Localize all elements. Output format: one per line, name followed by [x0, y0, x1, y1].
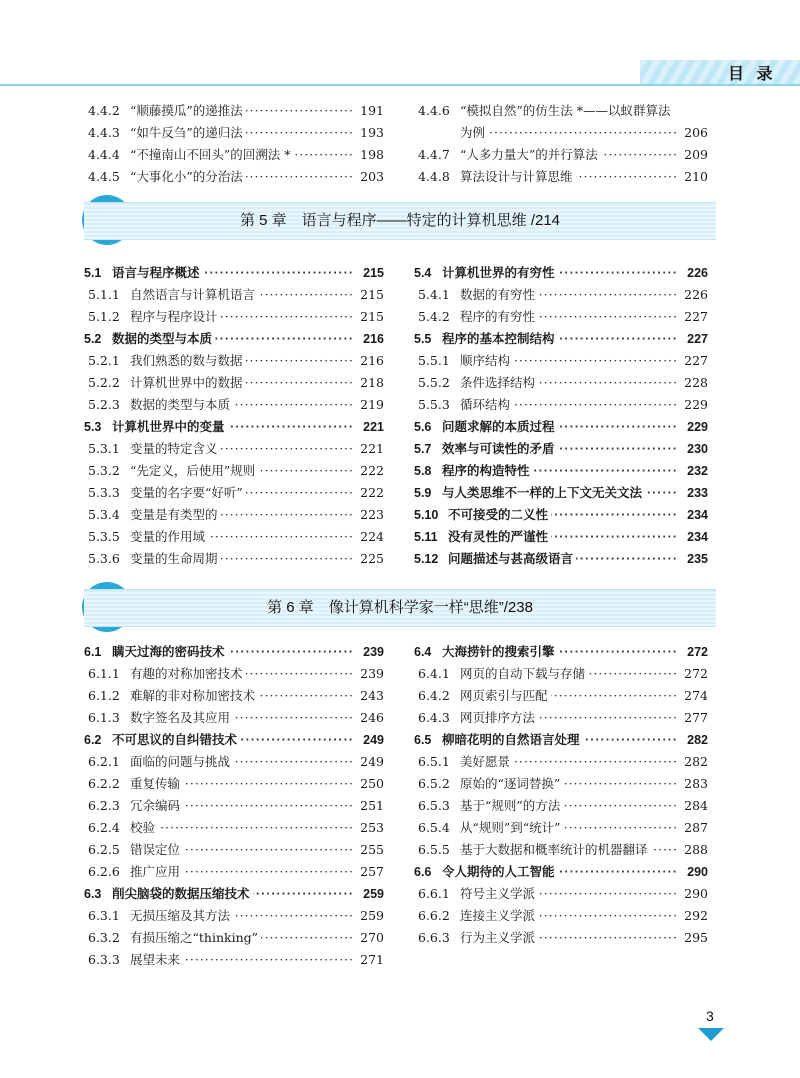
- toc-entry-title: “模拟自然”的仿生法 *——以蚁群算法: [460, 100, 674, 122]
- toc-entry-number: 6.5: [414, 733, 432, 747]
- toc-entry-title: 问题描述与甚高级语言: [448, 548, 576, 570]
- toc-section-entry[interactable]: [84, 416, 384, 438]
- toc-entry-page: 223: [358, 504, 384, 526]
- toc-entry-page: 209: [682, 144, 708, 166]
- toc-entry-page: 255: [358, 839, 384, 861]
- toc-entry-page: 239: [358, 663, 384, 685]
- toc-entry-number: 6.4.1: [418, 666, 450, 681]
- toc-entry-number: 6.3.2: [88, 930, 120, 945]
- toc-entry-page: 282: [685, 729, 708, 751]
- page-marker-triangle-icon: [698, 1028, 724, 1041]
- toc-entry-page: 288: [682, 839, 708, 861]
- toc-entry-title: 程序的基本控制结构: [442, 328, 558, 350]
- toc-entry-title: 连接主义学派: [460, 905, 538, 927]
- toc-entry-title: 错误定位: [130, 839, 183, 861]
- toc-entry-title: 效率与可读性的矛盾: [442, 438, 558, 460]
- toc-entry-number: 5.11: [414, 530, 438, 544]
- toc-section-entry[interactable]: [414, 641, 708, 663]
- toc-entry-page: 228: [682, 372, 708, 394]
- toc-entry[interactable]: [84, 927, 384, 949]
- toc-entry-title: 不可思议的自纠错技术: [112, 729, 240, 751]
- toc-entry[interactable]: [84, 773, 384, 795]
- toc-section-entry[interactable]: [84, 328, 384, 350]
- toc-entry-number: 6.1.1: [88, 666, 120, 681]
- toc-entry-title: 基于“规则”的方法: [460, 795, 563, 817]
- toc-entry-page: 222: [358, 482, 384, 504]
- toc-entry[interactable]: [414, 350, 708, 372]
- toc-entry-title: 美好愿景: [460, 751, 513, 773]
- toc-entry[interactable]: [84, 949, 384, 971]
- page-number: 3: [706, 1008, 714, 1024]
- toc-leader-dots: [460, 122, 678, 144]
- toc-entry[interactable]: [84, 707, 384, 729]
- toc-entry[interactable]: [414, 372, 708, 394]
- toc-entry-title: 语言与程序概述: [112, 262, 203, 284]
- toc-entry-page: 210: [682, 166, 708, 188]
- toc-entry-page: 225: [358, 548, 384, 570]
- toc-column-ch5-right: [414, 262, 708, 570]
- toc-entry-page: 270: [358, 927, 384, 949]
- toc-entry-number: 5.3.5: [88, 529, 120, 544]
- toc-entry-title: 数据的类型与本质: [112, 328, 215, 350]
- toc-entry-number: 5.5.3: [418, 397, 450, 412]
- toc-entry[interactable]: [414, 663, 708, 685]
- toc-entry-number: 6.2.5: [88, 842, 120, 857]
- toc-entry-number: 4.4.8: [418, 169, 450, 184]
- toc-entry[interactable]: [414, 394, 708, 416]
- toc-entry[interactable]: [414, 817, 708, 839]
- toc-entry-page: 239: [361, 641, 384, 663]
- toc-entry-title: “不撞南山不回头”的回溯法 *: [130, 144, 294, 166]
- toc-entry-title: 为例: [460, 122, 488, 144]
- toc-section-entry[interactable]: [84, 729, 384, 751]
- toc-section-entry[interactable]: [84, 641, 384, 663]
- toc-column-ch4-right: [414, 100, 708, 188]
- toc-entry-number: 5.12: [414, 552, 439, 566]
- toc-entry-title: 变量是有类型的: [130, 504, 221, 526]
- toc-entry[interactable]: [414, 927, 708, 949]
- toc-entry[interactable]: [84, 100, 384, 122]
- toc-entry-page: 215: [361, 262, 384, 284]
- toc-entry-number: 5.3.6: [88, 551, 120, 566]
- toc-column-ch4-left: [84, 100, 384, 188]
- toc-entry-page: 221: [358, 438, 384, 460]
- toc-entry-number: 6.4: [414, 645, 432, 659]
- toc-entry-title: 重复传输: [130, 773, 183, 795]
- toc-entry-number: 6.4.2: [418, 688, 450, 703]
- toc-entry-title: 计算机世界中的变量: [112, 416, 228, 438]
- toc-entry[interactable]: [84, 663, 384, 685]
- toc-entry-number: 6.2.3: [88, 798, 120, 813]
- toc-entry-page: 234: [685, 526, 708, 548]
- toc-column-ch5-left: [84, 262, 384, 570]
- toc-entry-number: 6.5.3: [418, 798, 450, 813]
- toc-entry[interactable]: [84, 817, 384, 839]
- toc-entry-page: 218: [358, 372, 384, 394]
- toc-entry[interactable]: [414, 100, 708, 122]
- toc-section-entry[interactable]: [414, 328, 708, 350]
- toc-entry-page: 290: [682, 883, 708, 905]
- toc-entry-title: 柳暗花明的自然语言处理: [442, 729, 583, 751]
- toc-entry-page: 259: [358, 905, 384, 927]
- toc-entry[interactable]: [414, 751, 708, 773]
- toc-entry-title: 网页的自动下载与存储: [460, 663, 588, 685]
- toc-entry-page: 227: [685, 328, 708, 350]
- toc-entry-title: 从“规则”到“统计”: [460, 817, 564, 839]
- toc-entry-page: 198: [358, 144, 384, 166]
- toc-entry-page: 257: [358, 861, 384, 883]
- toc-section-entry[interactable]: [414, 262, 708, 284]
- toc-entry-number: 5.3.4: [88, 507, 120, 522]
- toc-entry-number: 5.1.1: [88, 287, 120, 302]
- toc-entry-number: 6.1.2: [88, 688, 120, 703]
- toc-entry-title: 变量的特定含义: [130, 438, 221, 460]
- toc-entry-page: 282: [682, 751, 708, 773]
- toc-entry-title: 计算机世界的有穷性: [442, 262, 558, 284]
- toc-entry[interactable]: [414, 306, 708, 328]
- toc-entry-page: 292: [682, 905, 708, 927]
- toc-entry-title: 符号主义学派: [460, 883, 538, 905]
- toc-entry-page: 235: [685, 548, 708, 570]
- toc-entry-number: 5.9: [414, 486, 432, 500]
- toc-entry[interactable]: [84, 122, 384, 144]
- toc-entry-number: 5.10: [414, 508, 439, 522]
- toc-entry-number: 4.4.7: [418, 147, 450, 162]
- toc-entry[interactable]: [414, 166, 708, 188]
- toc-entry[interactable]: [84, 548, 384, 570]
- toc-entry[interactable]: [84, 526, 384, 548]
- toc-entry-number: 6.6.3: [418, 930, 450, 945]
- toc-entry-title: “先定义，后使用”规则: [130, 460, 258, 482]
- toc-entry-title: 行为主义学派: [460, 927, 538, 949]
- toc-entry-title: 大海捞针的搜索引擎: [442, 641, 558, 663]
- toc-section-entry[interactable]: [414, 504, 708, 526]
- toc-entry-page: 251: [358, 795, 384, 817]
- toc-entry[interactable]: [84, 504, 384, 526]
- toc-entry[interactable]: [84, 795, 384, 817]
- chapter6-title: 第 6 章 像计算机科学家一样“思维”/238: [267, 599, 533, 616]
- header-rule: [0, 84, 800, 86]
- toc-column-ch6-right: [414, 641, 708, 949]
- toc-entry[interactable]: [414, 284, 708, 306]
- toc-section-entry[interactable]: [414, 438, 708, 460]
- chapter5-title: 第 5 章 语言与程序——特定的计算机思维 /214: [239, 212, 561, 229]
- toc-entry-title: 变量的生命周期: [130, 548, 221, 570]
- toc-entry-page: 284: [682, 795, 708, 817]
- toc-entry[interactable]: [84, 372, 384, 394]
- toc-section-entry[interactable]: [414, 861, 708, 883]
- toc-entry[interactable]: [414, 883, 708, 905]
- toc-entry-title: 有趣的对称加密技术: [130, 663, 246, 685]
- toc-entry-page: 229: [685, 416, 708, 438]
- toc-entry-page: 277: [682, 707, 708, 729]
- toc-entry-title: 顺序结构: [460, 350, 513, 372]
- toc-section-entry[interactable]: [414, 416, 708, 438]
- toc-entry[interactable]: [84, 394, 384, 416]
- toc-entry[interactable]: [84, 460, 384, 482]
- toc-entry-page: 287: [682, 817, 708, 839]
- toc-entry-title: 基于大数据和概率统计的机器翻译: [460, 839, 651, 861]
- toc-entry-number: 5.2.1: [88, 353, 120, 368]
- toc-entry-number: 5.7: [414, 442, 432, 456]
- toc-entry-page: 283: [682, 773, 708, 795]
- toc-entry-title: 算法设计与计算思维: [460, 166, 576, 188]
- toc-entry-title: 瞒天过海的密码技术: [112, 641, 228, 663]
- toc-entry[interactable]: [84, 306, 384, 328]
- toc-section-entry[interactable]: [84, 262, 384, 284]
- toc-entry-page: 203: [358, 166, 384, 188]
- toc-entry-title: 令人期待的人工智能: [442, 861, 558, 883]
- toc-entry-page: 215: [358, 284, 384, 306]
- toc-entry-title: 变量的作用域: [130, 526, 208, 548]
- toc-entry-page: 290: [685, 861, 708, 883]
- toc-section-entry[interactable]: [414, 526, 708, 548]
- toc-entry-page: 206: [682, 122, 708, 144]
- toc-entry-page: 253: [358, 817, 384, 839]
- toc-entry-number: 6.6.1: [418, 886, 450, 901]
- toc-entry-page: 271: [358, 949, 384, 971]
- toc-entry-page: 243: [358, 685, 384, 707]
- toc-entry-title: 削尖脑袋的数据压缩技术: [112, 883, 253, 905]
- toc-entry-number: 6.1: [84, 645, 102, 659]
- toc-entry-page: 234: [685, 504, 708, 526]
- toc-entry-page: 272: [682, 663, 708, 685]
- toc-section-entry[interactable]: [414, 482, 708, 504]
- toc-entry-page: 250: [358, 773, 384, 795]
- toc-section-entry[interactable]: [414, 460, 708, 482]
- toc-entry-number: 5.2.2: [88, 375, 120, 390]
- toc-entry-title: 变量的名字要“好听”: [130, 482, 246, 504]
- toc-entry-number: 6.3.3: [88, 952, 120, 967]
- toc-entry-number: 4.4.5: [88, 169, 120, 184]
- toc-entry-title: 计算机世界中的数据: [130, 372, 246, 394]
- toc-entry-number: 5.2.3: [88, 397, 120, 412]
- toc-entry-title: 数据的类型与本质: [130, 394, 233, 416]
- toc-entry-page: 249: [361, 729, 384, 751]
- toc-entry-number: 5.1.2: [88, 309, 120, 324]
- toc-entry-page: 230: [685, 438, 708, 460]
- toc-entry-title: 冗余编码: [130, 795, 183, 817]
- toc-entry-number: 5.3: [84, 420, 102, 434]
- toc-entry-title: 推广应用: [130, 861, 183, 883]
- toc-entry-page: 226: [685, 262, 708, 284]
- toc-entry-number: 4.4.4: [88, 147, 120, 162]
- toc-entry[interactable]: [414, 795, 708, 817]
- toc-entry-title: 程序的有穷性: [460, 306, 538, 328]
- toc-entry[interactable]: [84, 438, 384, 460]
- toc-section-entry[interactable]: [414, 548, 708, 570]
- toc-entry-title: 不可接受的二义性: [448, 504, 551, 526]
- toc-entry-title: 循环结构: [460, 394, 513, 416]
- toc-entry[interactable]: [84, 905, 384, 927]
- toc-entry[interactable]: [84, 482, 384, 504]
- toc-entry-title: 程序的构造特性: [442, 460, 533, 482]
- toc-entry-title: 原始的“逐词替换”: [460, 773, 563, 795]
- toc-entry-title: 程序与程序设计: [130, 306, 221, 328]
- toc-entry-number: 5.4.1: [418, 287, 450, 302]
- toc-entry-number: 6.3: [84, 887, 102, 901]
- toc-entry-page: 274: [682, 685, 708, 707]
- toc-entry[interactable]: [414, 144, 708, 166]
- toc-leader-dots: [130, 817, 354, 839]
- toc-entry-page: 222: [358, 460, 384, 482]
- toc-entry-number: 5.4.2: [418, 309, 450, 324]
- toc-entry-title: 数字签名及其应用: [130, 707, 233, 729]
- toc-entry[interactable]: [414, 905, 708, 927]
- toc-entry[interactable]: [84, 144, 384, 166]
- toc-entry-page: 227: [682, 350, 708, 372]
- toc-entry-number: 5.5.1: [418, 353, 450, 368]
- toc-entry[interactable]: [84, 861, 384, 883]
- toc-entry[interactable]: [414, 707, 708, 729]
- toc-entry-page: 249: [358, 751, 384, 773]
- toc-entry-page: 227: [682, 306, 708, 328]
- toc-entry-title: 数据的有穷性: [460, 284, 538, 306]
- toc-entry-title: 网页索引与匹配: [460, 685, 551, 707]
- toc-entry[interactable]: [84, 284, 384, 306]
- toc-entry-number: 5.5.2: [418, 375, 450, 390]
- chapter6-banner[interactable]: [84, 589, 716, 627]
- toc-entry-number: 5.6: [414, 420, 432, 434]
- toc-entry-page: 259: [361, 883, 384, 905]
- toc-entry-number: 6.6.2: [418, 908, 450, 923]
- toc-entry-page: 216: [361, 328, 384, 350]
- toc-entry[interactable]: [84, 839, 384, 861]
- toc-entry-page: 232: [685, 460, 708, 482]
- toc-entry-title: 面临的问题与挑战: [130, 751, 233, 773]
- toc-entry-number: 6.4.3: [418, 710, 450, 725]
- toc-entry-page: 295: [682, 927, 708, 949]
- toc-entry-page: 221: [361, 416, 384, 438]
- toc-entry-number: 6.5.2: [418, 776, 450, 791]
- toc-entry-page: 216: [358, 350, 384, 372]
- chapter5-banner[interactable]: [84, 202, 716, 240]
- toc-entry-page: 229: [682, 394, 708, 416]
- toc-entry[interactable]: [84, 166, 384, 188]
- toc-entry-title: 问题求解的本质过程: [442, 416, 558, 438]
- toc-entry-number: 6.6: [414, 865, 432, 879]
- toc-entry[interactable]: [414, 122, 708, 144]
- toc-entry-number: 4.4.2: [88, 103, 120, 118]
- toc-entry-number: 5.8: [414, 464, 432, 478]
- toc-entry-title: 有损压缩之“thinking”: [130, 927, 261, 949]
- toc-entry-number: 6.5.1: [418, 754, 450, 769]
- toc-entry-page: 226: [682, 284, 708, 306]
- toc-entry-number: 6.2: [84, 733, 102, 747]
- toc-entry-number: 6.3.1: [88, 908, 120, 923]
- toc-entry-title: 条件选择结构: [460, 372, 538, 394]
- toc-entry-title: 展望未来: [130, 949, 183, 971]
- toc-entry-page: 224: [358, 526, 384, 548]
- toc-entry-title: “顺藤摸瓜”的递推法: [130, 100, 246, 122]
- toc-entry-number: 4.4.6: [418, 103, 450, 118]
- toc-entry-number: 5.4: [414, 266, 432, 280]
- toc-entry-number: 6.5.4: [418, 820, 450, 835]
- toc-entry-number: 5.3.2: [88, 463, 120, 478]
- toc-section-entry[interactable]: [84, 883, 384, 905]
- toc-entry-title: 自然语言与计算机语言: [130, 284, 258, 306]
- toc-entry-title: 校验: [130, 817, 158, 839]
- toc-entry-title: 网页排序方法: [460, 707, 538, 729]
- toc-entry-number: 5.3.3: [88, 485, 120, 500]
- toc-entry-number: 6.2.2: [88, 776, 120, 791]
- toc-entry-number: 5.3.1: [88, 441, 120, 456]
- toc-entry-page: 193: [358, 122, 384, 144]
- toc-entry-number: 4.4.3: [88, 125, 120, 140]
- toc-section-entry[interactable]: [414, 729, 708, 751]
- toc-entry-number: 5.5: [414, 332, 432, 346]
- toc-entry-number: 6.2.4: [88, 820, 120, 835]
- toc-entry-page: 215: [358, 306, 384, 328]
- toc-entry[interactable]: [414, 685, 708, 707]
- toc-entry-number: 6.1.3: [88, 710, 120, 725]
- toc-entry-title: 无损压缩及其方法: [130, 905, 233, 927]
- toc-entry-number: 6.2.1: [88, 754, 120, 769]
- toc-entry-number: 6.5.5: [418, 842, 450, 857]
- toc-entry-title: 我们熟悉的数与数据: [130, 350, 246, 372]
- toc-entry-title: “大事化小”的分治法: [130, 166, 246, 188]
- toc-entry-page: 191: [358, 100, 384, 122]
- toc-entry-title: 与人类思维不一样的上下文无关文法: [442, 482, 645, 504]
- toc-entry-page: 272: [685, 641, 708, 663]
- toc-entry-number: 5.1: [84, 266, 102, 280]
- toc-entry-number: 5.2: [84, 332, 102, 346]
- toc-entry[interactable]: [414, 773, 708, 795]
- toc-entry-page: 246: [358, 707, 384, 729]
- toc-entry[interactable]: [84, 685, 384, 707]
- toc-entry[interactable]: [84, 751, 384, 773]
- toc-entry[interactable]: [84, 350, 384, 372]
- toc-column-ch6-left: [84, 641, 384, 971]
- toc-entry-number: 6.2.6: [88, 864, 120, 879]
- toc-entry-page: 233: [685, 482, 708, 504]
- toc-entry-title: 没有灵性的严谨性: [448, 526, 551, 548]
- toc-entry-title: “如牛反刍”的递归法: [130, 122, 246, 144]
- toc-entry-title: “人多力量大”的并行算法: [460, 144, 601, 166]
- page-header-title: 目 录: [728, 66, 777, 83]
- toc-entry-title: 难解的非对称加密技术: [130, 685, 258, 707]
- toc-entry-page: 219: [358, 394, 384, 416]
- toc-entry[interactable]: [414, 839, 708, 861]
